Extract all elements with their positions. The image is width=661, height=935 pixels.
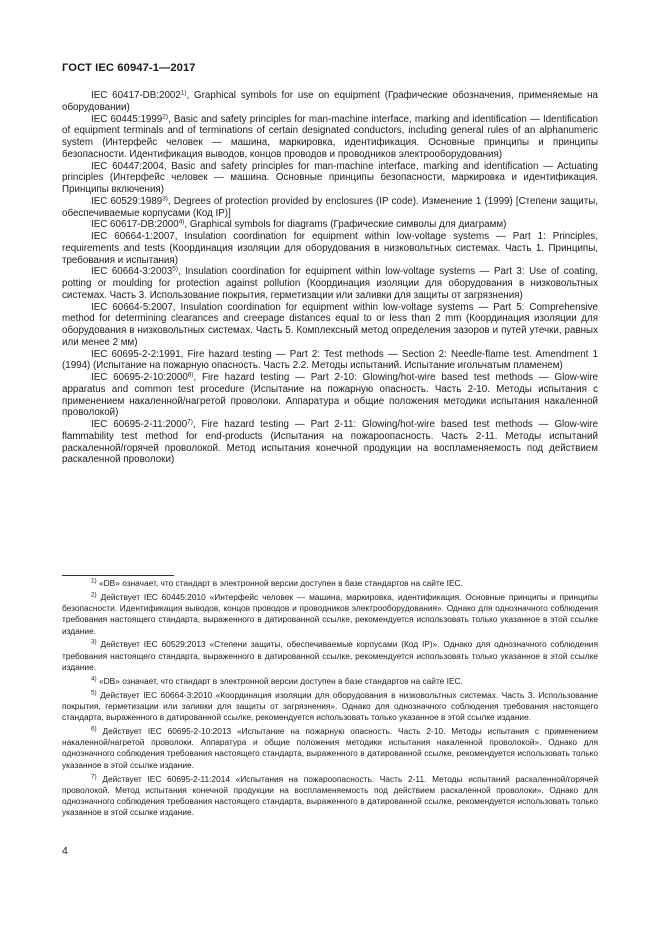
footnote-ref: 4) bbox=[178, 218, 185, 226]
footnote: $^{6)}$ Действует IEC 60695-2-10:2013 «Испытание на пожарную опасность. Часть 2-10. Методы испытания с применением накаленной/нагретой проволоки. Аппаратура и общие положения методики испытания накаленной проволокой». Однако для однозначного соблюдения требования настоящего стандарта, выраженного в датированной ссылке, рекомендуется использовать только указанное в этой ссылке издание. bbox=[62, 725, 598, 770]
reference-item: IEC 60529:1989$^{3)}$, Degrees of protection provided by enclosures (IP code). Изменение 1 (1999) [Степени защиты, обеспечиваемые корпусами (Код IP)] bbox=[62, 195, 598, 219]
footnote-mark: 6) bbox=[91, 725, 97, 733]
reference-item: IEC 60664-1:2007, Insulation coordination for equipment within low-voltage systems — Part 1: Principles, requirements and tests (Координация изоляции для оборудования в низковольтных системах. Часть 1. Принципы, требования и испытания) bbox=[62, 231, 598, 266]
footnote-mark: 1) bbox=[91, 577, 97, 585]
footnote-ref: 1) bbox=[180, 89, 187, 97]
footnote-mark: 5) bbox=[91, 689, 97, 697]
reference-item: IEC 60695-2-2:1991, Fire hazard testing — Part 2: Test methods — Section 2: Needle-flame test. Amendment 1 (1994) (Испытание на пожарную опасность. Часть 2.2. Методы испытаний. Испытание игольчатым пламенем) bbox=[62, 348, 598, 372]
footnote-mark: 4) bbox=[91, 675, 97, 683]
footnote-ref: 6) bbox=[187, 371, 194, 379]
footnotes bbox=[62, 578, 598, 821]
reference-item: IEC 60445:1999$^{2)}$, Basic and safety principles for man-machine interface, marking and identification — Identification of equipment terminals and of terminations of certain designated conductors, including general rules of an alphanumeric system (Интерфейс человек — машина, маркировка, идентификация. Основные принципы и принципы безопасности. Идентификация выводов, концов проводов и проводников электрооборудования) bbox=[62, 113, 599, 160]
footnote-ref: 5) bbox=[172, 265, 178, 273]
page-number: 4 bbox=[62, 845, 68, 857]
reference-item: IEC 60664-5:2007, Insulation coordination for equipment within low-voltage systems — Part 5: Comprehensive method for determining clearances and creepage distances equal to or less than 2 mm (Координация изоляции для оборудования в низковольтных системах. Часть 5. Комплексный метод определения зазоров и путей утечки, равных или менее 2 мм) bbox=[62, 301, 598, 348]
reference-item: IEC 60695-2-11:2000$^{7)}$, Fire hazard testing — Part 2-11: Glowing/hot-wire based test methods — Glow-wire flammability test method for end-products (Испытания на пожароопасность. Часть 2-11. Методы испытаний раскаленной/горячей проволокой. Метод испытания конечной продукции на воспламеняемость под действием раскаленной проволоки) bbox=[62, 418, 598, 466]
footnote: $^{7)}$ Действует IEC 60695-2-11:2014 «Испытания на пожароопасность. Часть 2-11. Методы испытаний раскаленной/горячей проволокой. Метод испытания конечной продукции на воспламеняемость под действием раскаленной проволоки». Однако для однозначного соблюдения требования настоящего стандарта, выраженного в датированной ссылке, рекомендуется использовать только указанное в этой ссылке издание. bbox=[62, 773, 598, 818]
footnote-mark: 2) bbox=[91, 591, 97, 599]
footnote: $^{5)}$ Действует IEC 60664-3:2010 «Координация изоляции для оборудования в низковольтных системах. Часть 3. Использование покрытия, герметизации или заливки для защиты от загрязнения». Однако для однозначного соблюдения требования настоящего стандарта, выраженного в датированной ссылке, рекомендуется использовать только указанное в этой ссылке издание. bbox=[62, 689, 598, 723]
reference-item: IEC 60617-DB:2000$^{4)}$, Graphical symbols for diagrams (Графические символы для диаграмм) bbox=[91, 218, 507, 231]
footnote-ref: 2) bbox=[162, 113, 168, 120]
footnote: $^{4)}$ «DB» означает, что стандарт в электронной версии доступен в базе стандартов на сайте IEC. bbox=[91, 675, 463, 686]
reference-item: IEC 60447:2004, Basic and safety principles for man-machine interface, marking and identification — Actuating principles (Интерфейс человек — машина. Основные принципы безопасности, маркировка и идентификация. Принципы включения) bbox=[62, 160, 598, 195]
footnote: $^{2)}$ Действует IEC 60445:2010 «Интерфейс человек — машина, маркировка, идентификация. Основные принципы и принципы безопасности. Идентификация выводов, концов проводов и проводников электрооборудования». Однако для однозначного соблюдения требования настоящего стандарта, выраженного в датированной ссылке, рекомендуется использовать только указанное в этой ссылке издание. bbox=[62, 591, 598, 636]
footnote-separator bbox=[62, 575, 174, 576]
footnote-mark: 3) bbox=[91, 638, 97, 646]
reference-item: IEC 60664-3:2003$^{5)}$, Insulation coordination for equipment within low-voltage systems — Part 3: Use of coating, potting or moulding for protection against pollution (Координация изоляции для оборудования в низковольтных системах. Часть 3. Использование покрытия, герметизации или заливки для защиты от загрязнения) bbox=[62, 265, 598, 301]
reference-item: IEC 60417-DB:2002$^{1)}$, Graphical symbols for use on equipment (Графические обозначения, применяемые на оборудовании) bbox=[62, 89, 598, 113]
footnote: $^{3)}$ Действует IEC 60529:2013 «Степени защиты, обеспечиваемые корпусами (Код IP)». Однако для однозначного соблюдения требования настоящего стандарта, выраженного в датированной ссылке, рекомендуется использовать только указанное в этой ссылке издание. bbox=[62, 638, 598, 672]
page-header-title: ГОСТ IEC 60947-1—2017 bbox=[62, 62, 196, 74]
footnote: $^{1)}$ «DB» означает, что стандарт в электронной версии доступен в базе стандартов на сайте IEC. bbox=[91, 577, 463, 588]
footnote-mark: 7) bbox=[91, 773, 97, 781]
footnote-ref: 3) bbox=[162, 195, 168, 203]
normative-references-list bbox=[62, 90, 598, 466]
reference-item: IEC 60695-2-10:2000$^{6)}$, Fire hazard testing — Part 2-10: Glowing/hot-wire based test methods — Glow-wire apparatus and common test procedure (Испытание на пожарную опасность. Часть 2-10. Методы испытания с применением накаленной/нагретой проволоки. Аппаратура и общие положения методики испытания накаленной проволокой) bbox=[62, 371, 598, 419]
footnote-ref: 7) bbox=[187, 418, 193, 426]
